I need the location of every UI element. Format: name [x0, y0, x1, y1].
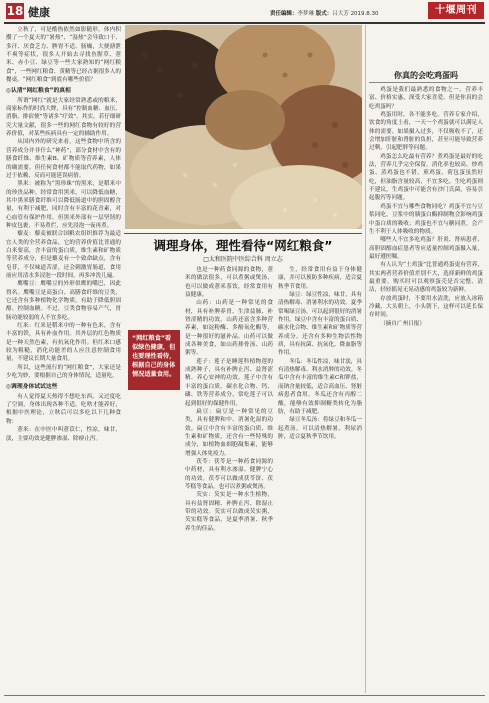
pull-quote: “网红粮食”看似绿色健康，但也要理性看待，根据自己的身体情况适量食用。 [128, 330, 180, 390]
paragraph: 冬瓜：冬瓜性凉，味甘淡，具有清热解毒、利水消肿的功效。冬瓜中含有丰富的维生素C和钾盐，而钠含量较低，适合高血压、肾脏病患者食用。冬瓜还含有丙醇二酸，能够有效抑制糖类转化为脂肪，有助于减肥。 [278, 358, 362, 415]
paragraph: 芡实：芡实是一种水生植物，具有益肾固精、补脾止泻、除湿止带的功效。芡实可以做成芡实粥、芡实糕等食品，是夏季消暑、秋季养生的佳品。 [185, 492, 273, 532]
article-column-2 [185, 266, 273, 691]
paragraph: 有人认为“土鸡蛋”比普通鸡蛋更有营养，其实两者营养价值差别不大，选择新鲜的鸡蛋最重要。购买时可以观察蛋壳是否完整、清洁，轻轻摇晃无晃动感的鸡蛋较为新鲜。 [369, 262, 483, 294]
paragraph: 鸡蛋怎么吃最有营养？煮鸡蛋是最好的吃法，营养几乎完全保留，消化率也较高。炒鸡蛋、蒸鸡蛋也不错。煎鸡蛋、荷包蛋虽然好吃，但油脂含量较高，不宜多吃。生吃鸡蛋则不建议，生鸡蛋中可能含有沙门氏菌，容易引起腹泻等问题。 [369, 153, 483, 202]
issue-date: 2019.8.30 [350, 11, 379, 17]
paragraph: 藜麦：藜麦被联合国粮农组织推荐为最适宜人类的全营养食品，它的营养价值比普通的白米要高，含丰富的蛋白质，维生素和矿物质等营养成分，但是藜麦有一个致命缺点，含有皂苷，不仅味道苦涩，还会刺激胃肠道，食用前应用清水多浸泡一段时间，再多冲洗几遍。 [6, 231, 121, 279]
paragraph: 黑米：被称为“黑珍珠”的黑米，是稻米中的珍贵品种。经常食用黑米，可以降低血糖，其中黑米膳食纤维可以降低肠道中的胆固醇含量，有利于减肥，同时含有丰富的花青素，对心血管有保护作用，但黑米外部有一层坚韧的种皮包裹，不易煮烂，应先浸泡一夜再煮。 [6, 181, 121, 229]
paragraph: 薏米：在中医中叫薏苡仁，性凉，味甘、淡，主要功效是健脾渗湿、除痹止泻。 [6, 427, 121, 442]
subheading: ◎调理身体试试这些 [6, 384, 58, 391]
paragraph: 所以，这些流行的“网红粮食”，大家还是少吃为妙，要根据自己的身体情况，适量吃。 [6, 364, 121, 380]
article-column-3 [278, 266, 362, 691]
article-headline: 调理身体，理性看待“网红粮食” [153, 238, 333, 253]
paragraph: 立秋了，可是酷热依然如影随形，体内积攒了一个夏天的“暑热”、“湿热”会导致口干、多汗、厌食乏力、脾胃不适、肠燥，大便溏泄不爽等症状，很多人开始去寻找鱼腥草、薏米、赤小豆、绿豆等一些大家熟知的“网红粮食”，一些网红粮食、黄精等已经占据很多人的餐桌。“网红粮食”到底有哪些价值？ [6, 27, 121, 84]
publication-logo: 十堰周刊 [428, 2, 484, 19]
page-meta: 责任编辑：李梦琳 版式：吕大芳 2019.8.30 [270, 11, 379, 17]
paragraph: 绿豆：绿豆性凉，味甘，具有清热解毒、消暑利水的功效。夏季常喝绿豆汤，可以起到很好的消暑作用。绿豆中含有丰富的蛋白质、碳水化合物、维生素和矿物质等营养成分，还含有多种生物活性物质，具有抗菌、抗氧化、降血脂等作用。 [278, 292, 362, 357]
header-rule [4, 22, 485, 24]
sidebar-title: 你真的会吃鸡蛋吗 [394, 71, 458, 80]
grains-illustration [125, 25, 362, 229]
paragraph: 存放鸡蛋时，不要用水清洗，应放入冰箱冷藏，大头朝上，小头朝下，这样可以延长保存时间。 [369, 295, 483, 319]
article-column-2-lower [128, 395, 180, 691]
section-name: 健康 [28, 6, 50, 19]
paragraph: 莲子：莲子是睡莲科植物莲的成熟种子，具有补脾止泻、益肾涩精、养心安神的功效。莲子中含有丰富的蛋白质、碳水化合物、钙、磷、铁等营养成分，常吃莲子可以起到很好的保健作用。 [185, 358, 273, 407]
paragraph: 鸡蛋用时，各不能多吃。营养专家介绍，饮食的角度上看，一天一个鸡蛋就可以满足人体的需要。如果摄入过多，不仅吸收不了，还会增加肝脏和肾脏的负担，甚至可能导致营养过剩，引起肥胖等问题。 [369, 112, 483, 152]
paragraph: 绿豆冬瓜汤：将绿豆和冬瓜一起煮汤，可以清热解暑、利尿消肿，适合夏秋季节饮用。 [278, 417, 362, 440]
sidebar-title-rule [369, 82, 483, 83]
paragraph: 鸡蛋是我们最熟悉的食物之一，营养丰富、价格实惠，深受大家喜爱。但是你真的会吃鸡蛋吗？ [369, 87, 483, 110]
sidebar-column [369, 86, 483, 691]
article-column-1 [6, 26, 121, 691]
paragraph: 从国内外的研究来看，这些食物中所含的营养成分并非什么“神药”，部分食材中含有的膳食纤维、维生素B、矿物质等营养素，人体的确需要。但任何食材都不能取代药物，如果过于依赖，反而可能延误病情。 [6, 139, 121, 179]
headline-rule [124, 233, 362, 234]
footer-rule [4, 695, 485, 696]
paragraph: 红米：红米是稻米中的一种有色米，含有丰富的铁，具有补血作用。其外层的红色物质是一种天然色素，有抗氧化作用。但红米口感较为粗糙，消化功能差的人应注意控制食用量，不建议长期大量食用。 [6, 323, 121, 363]
page-number: 18 [6, 4, 24, 18]
paragraph: 有人觉得夏天热得不想吃东西，又过度吃了空调，身体出现各种不适，吃啥才能养好，根据中医理论，立秋后可以多吃以下几种食物： [6, 393, 121, 425]
paragraph: 山药：山药是一种常见的食材，具有补脾养胃、生津益肺、补肾涩精的功效。山药还富含多种营养素，如淀粉酶、多酚氧化酶等，是一种很好的滋补品。山药可以做成各种美食，如山药排骨汤、山药粥等。 [185, 300, 273, 357]
paragraph: 茯苓：茯苓是一种药食同源的中药材，具有利水渗湿、健脾宁心的功效。茯苓可以做成茯苓饼、茯苓糕等食品，也可以煮粥或煲汤。 [185, 458, 273, 490]
paragraph: 鹰嘴豆：鹰嘴豆的外形似鹰的嘴巴，因此得名。鹰嘴豆是高蛋白、高膳食纤维的豆类，它还含有多种植物化学物质，有助于降低胆固醇、控制血糖。不过，豆类食物容易产气，胃肠功能较弱的人不宜多吃。 [6, 281, 121, 321]
subheading: ◎认清“网红粮食”的真相 [6, 88, 71, 95]
article-byline: □太和医院中医综合科 周立志 [203, 256, 283, 263]
paragraph: （摘自广州日报） [380, 320, 425, 327]
layout-name: 吕大芳 [332, 11, 349, 17]
paragraph: 鸡蛋不宜与哪些食物同吃？鸡蛋不宜与豆浆同吃，豆浆中的胰蛋白酶抑制物会影响鸡蛋中蛋白质的吸收；鸡蛋也不宜与糖同煮，会产生不利于人体吸收的物质。 [369, 203, 483, 235]
paragraph: 也是一种药食同源的食物，薏米的做法很多，可以煮粥或煲汤，也可以做成薏米茶饮，经常食用有益健康。 [185, 267, 273, 299]
paragraph: 所谓“网红”就是大家经常熟悉或的粮米，商家标作的时尚大牌，具有“控制血糖、血压、消脂、排宿便”等诸多“疗效”。其实，若仔细研究大量文献，很多一些的网红食物有较好的营养价值，对某些疾病具有一定的辅助作用。 [6, 97, 121, 138]
paragraph: 生，经常食用有益于身体健康，并可以预防多种疾病，适合夏秋季节食用。 [278, 267, 362, 290]
editor-name: 李梦琳 [297, 11, 315, 17]
grains-photo [125, 25, 362, 231]
paragraph: 扁豆：扁豆是一种常见的豆类，具有健脾和中、消暑化湿的功效。扁豆中含有丰富的蛋白质、维生素和矿物质，还含有一些特殊的成分，如植物血细胞凝集素，能够增强人体免疫力。 [185, 408, 273, 457]
page-header [0, 0, 489, 22]
column-divider [365, 25, 366, 693]
paragraph: 哪些人不宜多吃鸡蛋？肝炎、肾病患者、高胆固醇血症患者等应适量控制鸡蛋摄入量，最好遵医嘱。 [369, 237, 483, 260]
